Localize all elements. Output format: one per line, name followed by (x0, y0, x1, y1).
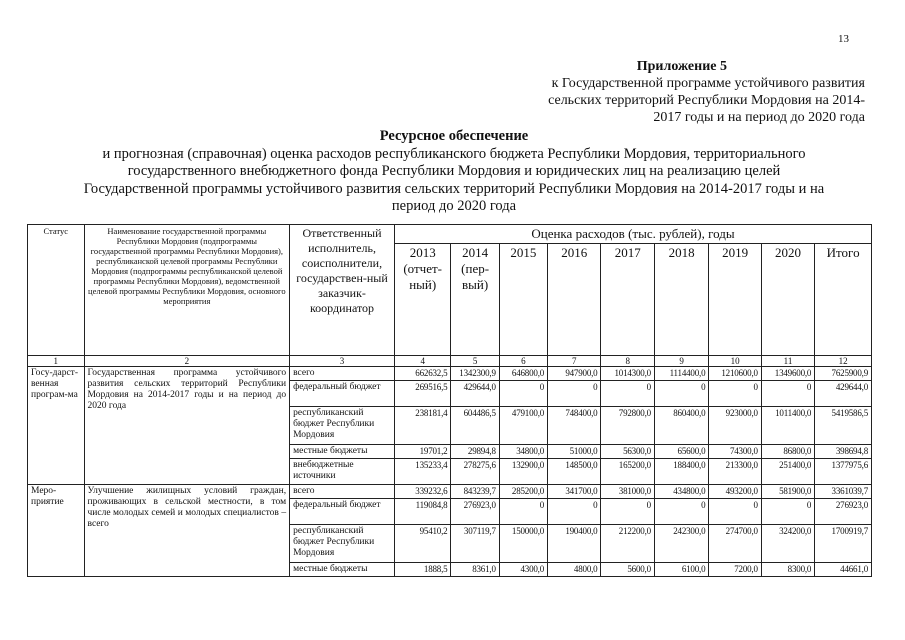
value-cell: 0 (761, 381, 814, 407)
value-cell: 150000,0 (499, 525, 547, 563)
value-cell: 8361,0 (451, 563, 499, 577)
program-name-cell: Улучшение жилищных условий граждан, проживающих в сельской местности, в том числе молодых семей и молодых специалистов – всего (84, 485, 290, 577)
funding-source: всего (290, 367, 395, 381)
value-cell: 0 (761, 499, 814, 525)
value-cell: 7200,0 (709, 563, 761, 577)
column-number: 10 (709, 356, 761, 367)
header-name: Наименование государственной программы Республики Мордовия (подпрограммы государственной программы Республики Мордовия), республиканской целевой программы Республики Мордовия (подпрограммы республиканской целевой программы Республики Мордовия), ведомственной целевой программы Республики Мордовия, основного мероприятия (84, 225, 290, 356)
value-cell: 1888,5 (394, 563, 451, 577)
column-number: 11 (761, 356, 814, 367)
appendix-line: 2017 годы и на период до 2020 года (653, 110, 865, 125)
value-cell: 0 (499, 499, 547, 525)
heading-title: Ресурсное обеспечение (379, 128, 529, 144)
value-cell: 581900,0 (761, 485, 814, 499)
appendix-block (445, 58, 865, 126)
column-number: 9 (654, 356, 708, 367)
value-cell: 269516,5 (394, 381, 451, 407)
value-cell: 190400,0 (548, 525, 601, 563)
column-number: 4 (394, 356, 451, 367)
value-cell: 479100,0 (499, 407, 547, 445)
value-cell: 1014300,0 (601, 367, 654, 381)
column-number: 3 (290, 356, 395, 367)
value-cell: 285200,0 (499, 485, 547, 499)
header-year: 2016 (548, 244, 601, 356)
value-cell: 242300,0 (654, 525, 708, 563)
value-cell: 429644,0 (815, 381, 872, 407)
value-cell: 132900,0 (499, 459, 547, 485)
value-cell: 119084,8 (394, 499, 451, 525)
funding-source: республиканский бюджет Республики Мордовия (290, 525, 395, 563)
value-cell: 29894,8 (451, 445, 499, 459)
column-number: 8 (601, 356, 654, 367)
value-cell: 0 (499, 381, 547, 407)
value-cell: 188400,0 (654, 459, 708, 485)
value-cell: 0 (601, 499, 654, 525)
value-cell: 135233,4 (394, 459, 451, 485)
value-cell: 604486,5 (451, 407, 499, 445)
value-cell: 0 (654, 499, 708, 525)
value-cell: 212200,0 (601, 525, 654, 563)
column-number: 7 (548, 356, 601, 367)
value-cell: 1700919,7 (815, 525, 872, 563)
funding-source: федеральный бюджет (290, 381, 395, 407)
value-cell: 0 (654, 381, 708, 407)
value-cell: 324200,0 (761, 525, 814, 563)
program-name-cell: Государственная программа устойчивого развития сельских территорий Республики Мордовия на 2014-2017 годы и на период до 2020 года (84, 367, 290, 485)
funding-source: местные бюджеты (290, 445, 395, 459)
value-cell: 0 (709, 499, 761, 525)
value-cell: 8300,0 (761, 563, 814, 577)
resource-table (27, 224, 872, 577)
heading-line: Государственной программы устойчивого развития сельских территорий Республики Мордовия на 2014-2017 годы и на (83, 180, 825, 197)
heading-line: и прогнозная (справочная) оценка расходов республиканского бюджета Республики Мордовия, территориального (102, 145, 806, 162)
column-number: 12 (815, 356, 872, 367)
table-row (28, 367, 872, 381)
value-cell: 307119,7 (451, 525, 499, 563)
page-number: 13 (838, 33, 849, 45)
document-heading (20, 128, 888, 216)
heading-line: период до 2020 года (391, 198, 517, 214)
value-cell: 44661,0 (815, 563, 872, 577)
value-cell: 341700,0 (548, 485, 601, 499)
appendix-line: к Государственной программе устойчивого развития (551, 76, 865, 91)
value-cell: 74300,0 (709, 445, 761, 459)
table-row (28, 485, 872, 499)
header-year: 2019 (709, 244, 761, 356)
column-number: 6 (499, 356, 547, 367)
value-cell: 429644,0 (451, 381, 499, 407)
value-cell: 251400,0 (761, 459, 814, 485)
value-cell: 7625900,9 (815, 367, 872, 381)
value-cell: 434800,0 (654, 485, 708, 499)
value-cell: 381000,0 (601, 485, 654, 499)
value-cell: 947900,0 (548, 367, 601, 381)
value-cell: 4800,0 (548, 563, 601, 577)
value-cell: 3361039,7 (815, 485, 872, 499)
value-cell: 51000,0 (548, 445, 601, 459)
heading-line: государственного внебюджетного фонда Республики Мордовия и юридических лиц на реализацию целей (127, 163, 781, 179)
value-cell: 0 (709, 381, 761, 407)
value-cell: 0 (548, 499, 601, 525)
header-year: 2018 (654, 244, 708, 356)
header-year: 2014 (пер-вый) (451, 244, 499, 356)
value-cell: 1377975,6 (815, 459, 872, 485)
header-year: 2017 (601, 244, 654, 356)
status-cell: Меро-приятие (28, 485, 85, 577)
value-cell: 493200,0 (709, 485, 761, 499)
value-cell: 0 (601, 381, 654, 407)
value-cell: 339232,6 (394, 485, 451, 499)
header-status: Статус (28, 225, 85, 356)
column-number: 1 (28, 356, 85, 367)
value-cell: 923000,0 (709, 407, 761, 445)
funding-source: местные бюджеты (290, 563, 395, 577)
column-number-row (28, 356, 872, 367)
value-cell: 646800,0 (499, 367, 547, 381)
value-cell: 1342300,9 (451, 367, 499, 381)
value-cell: 1011400,0 (761, 407, 814, 445)
header-estimate: Оценка расходов (тыс. рублей), годы (394, 225, 871, 244)
value-cell: 1210600,0 (709, 367, 761, 381)
value-cell: 4300,0 (499, 563, 547, 577)
value-cell: 213300,0 (709, 459, 761, 485)
funding-source: федеральный бюджет (290, 499, 395, 525)
value-cell: 5600,0 (601, 563, 654, 577)
funding-source: внебюджетные источники (290, 459, 395, 485)
value-cell: 843239,7 (451, 485, 499, 499)
value-cell: 86800,0 (761, 445, 814, 459)
header-year: 2013 (отчет-ный) (394, 244, 451, 356)
value-cell: 165200,0 (601, 459, 654, 485)
value-cell: 0 (548, 381, 601, 407)
value-cell: 19701,2 (394, 445, 451, 459)
header-year: Итого (815, 244, 872, 356)
column-number: 5 (451, 356, 499, 367)
value-cell: 238181,4 (394, 407, 451, 445)
value-cell: 662632,5 (394, 367, 451, 381)
value-cell: 276923,0 (451, 499, 499, 525)
value-cell: 6100,0 (654, 563, 708, 577)
value-cell: 398694,8 (815, 445, 872, 459)
header-year: 2015 (499, 244, 547, 356)
appendix-title: Приложение 5 (636, 59, 727, 74)
value-cell: 274700,0 (709, 525, 761, 563)
value-cell: 792800,0 (601, 407, 654, 445)
value-cell: 1114400,0 (654, 367, 708, 381)
value-cell: 148500,0 (548, 459, 601, 485)
value-cell: 860400,0 (654, 407, 708, 445)
value-cell: 65600,0 (654, 445, 708, 459)
value-cell: 748400,0 (548, 407, 601, 445)
value-cell: 276923,0 (815, 499, 872, 525)
funding-source: республиканский бюджет Республики Мордовия (290, 407, 395, 445)
header-year: 2020 (761, 244, 814, 356)
funding-source: всего (290, 485, 395, 499)
column-number: 2 (84, 356, 290, 367)
appendix-line: сельских территорий Республики Мордовия на 2014- (548, 93, 865, 108)
value-cell: 95410,2 (394, 525, 451, 563)
value-cell: 278275,6 (451, 459, 499, 485)
header-responsible: Ответственный исполнитель, соисполнители, государствен-ный заказчик-координатор (290, 225, 395, 356)
value-cell: 56300,0 (601, 445, 654, 459)
value-cell: 34800,0 (499, 445, 547, 459)
value-cell: 1349600,0 (761, 367, 814, 381)
value-cell: 5419586,5 (815, 407, 872, 445)
status-cell: Госу-дарст-венная програм-ма (28, 367, 85, 485)
